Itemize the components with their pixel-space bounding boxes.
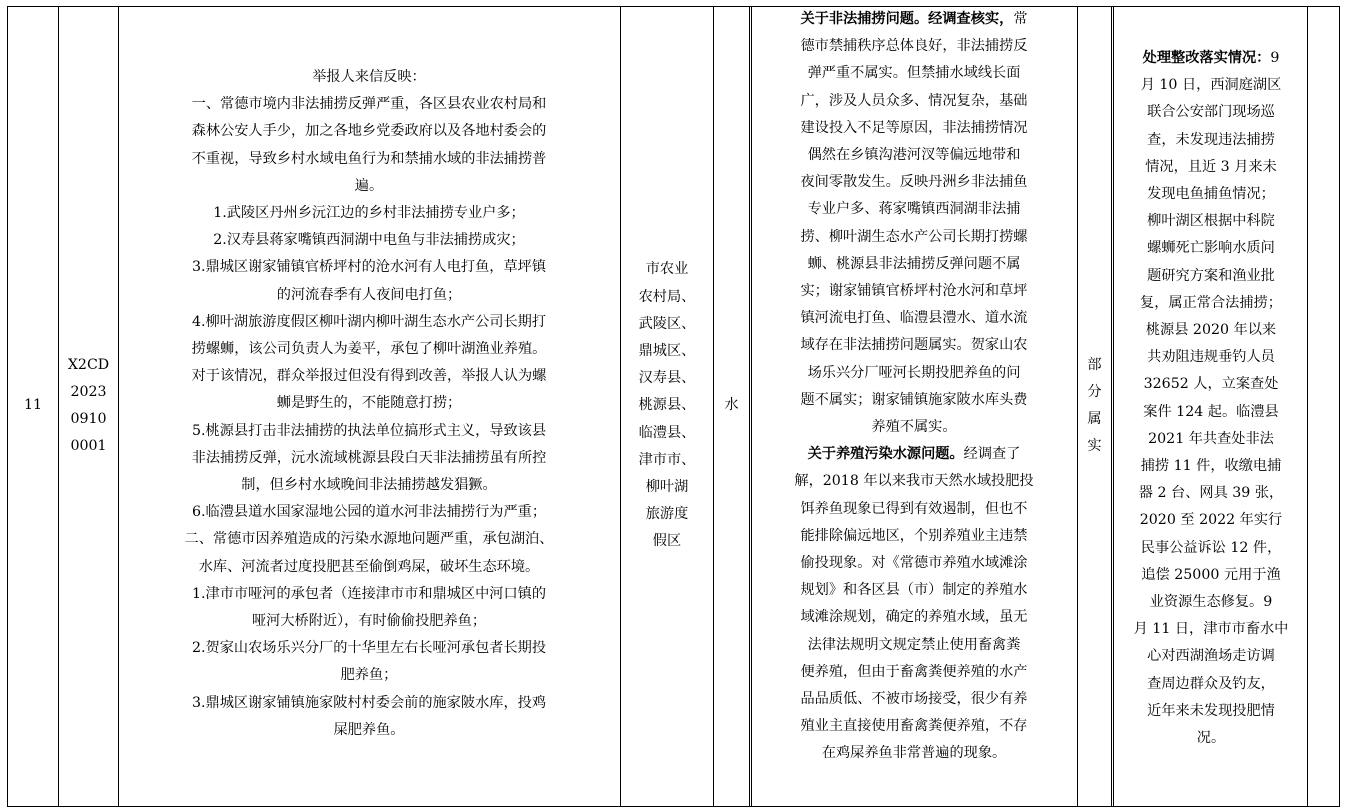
complaint-line: 不重视，导致乡村水域电鱼行为和禁捕水域的非法捕捞普 bbox=[191, 150, 547, 167]
complaint-line: 1.武陵区丹州乡沅江边的乡村非法捕捞专业户多； bbox=[213, 205, 525, 222]
rectification-line: 近年来未发现投肥情 bbox=[1147, 702, 1275, 719]
responsible-unit-line: 假区 bbox=[652, 533, 682, 550]
rectification-line: 民事公益诉讼 12 件， bbox=[1140, 539, 1282, 556]
rectification-line: 追偿 25000 元用于渔 bbox=[1141, 566, 1281, 583]
complaint-line: 举报人来信反映： bbox=[312, 69, 426, 85]
verdict-char: 部 bbox=[1087, 356, 1102, 373]
investigation-line: 广，涉及人员众多、情况复杂，基础 bbox=[800, 92, 1028, 109]
complaint-line: 3.鼎城区谢家铺镇施家陂村村委会前的施家陂水库，投鸡 bbox=[191, 694, 547, 711]
rectification-line: 联合公安部门现场巡 bbox=[1147, 104, 1275, 121]
rectification-line: 2020 至 2022 年实行 bbox=[1139, 512, 1283, 529]
responsible-unit-line: 桃源县、 bbox=[638, 397, 696, 414]
case-id-line: 0001 bbox=[70, 438, 107, 455]
investigation-line: 夜间零散发生。反映丹洲乡非法捕鱼 bbox=[800, 174, 1028, 191]
complaint-line: 5.桃源县打击非法捕捞的执法单位搞形式主义，导致该县 bbox=[191, 422, 547, 439]
case-id-cell bbox=[59, 6, 118, 806]
rectification-line: 器 2 台、网具 39 张， bbox=[1138, 485, 1284, 502]
complaint-line: 哑河大桥附近），有时偷偷投肥养鱼； bbox=[251, 613, 487, 630]
category: 水 bbox=[724, 397, 739, 414]
responsible-unit-line: 津市市、 bbox=[638, 451, 696, 468]
complaint-line: 非法捕捞反弹，沅水流域桃源县段白天非法捕捞虽有所控 bbox=[191, 449, 547, 466]
investigation-line: 域存在非法捕捞问题属实。贺家山农 bbox=[800, 337, 1028, 354]
investigation-line: 德市禁捕秩序总体良好，非法捕捞反 bbox=[800, 38, 1028, 55]
rectification-line: 题研究方案和渔业批 bbox=[1147, 267, 1275, 284]
verdict-char: 分 bbox=[1087, 383, 1102, 400]
complaint-line: 蛳是野生的，不能随意打捞； bbox=[276, 395, 462, 412]
responsible-unit-line: 汉寿县、 bbox=[638, 370, 696, 387]
investigation-content bbox=[756, 6, 1072, 768]
complaint-line: 制，但乡村水域晚间非法捕捞越发猖獗。 bbox=[241, 477, 497, 494]
rectification-content bbox=[1119, 45, 1303, 752]
investigation-line: 能排除偏远地区，个别养殖业主违禁 bbox=[800, 527, 1028, 544]
investigation-line: 解，2018 年以来我市天然水域投肥投 bbox=[794, 473, 1034, 490]
col-border-9 bbox=[1339, 6, 1340, 807]
remarks-cell bbox=[1308, 6, 1339, 806]
table-bottom-border bbox=[7, 806, 1340, 807]
rectification-line: 月 11 日，津市市畜水中 bbox=[1133, 621, 1289, 638]
investigation-line: 品品质低、不被市场接受，很少有养 bbox=[800, 691, 1028, 708]
rectification-line: 情况，且近 3 月来未 bbox=[1145, 158, 1277, 175]
responsible-unit-line: 市农业 bbox=[645, 261, 689, 278]
complaint-line: 3.鼎城区谢家铺镇官桥坪村的沧水河有人电打鱼，草坪镇 bbox=[191, 259, 547, 276]
investigation-line: 偷投现象。对《常德市养殖水域滩涂 bbox=[800, 555, 1028, 572]
col-border-2 bbox=[118, 6, 119, 807]
investigation-line: 域滩涂规划，确定的养殖水域，虽无 bbox=[800, 609, 1028, 626]
verdict-cell bbox=[1078, 6, 1111, 806]
rectification-line: 桃源县 2020 年以来 bbox=[1145, 322, 1277, 339]
rectification-line: 心对西湖渔场走访调 bbox=[1147, 648, 1275, 665]
verdict-char: 属 bbox=[1087, 411, 1102, 427]
rectification-line: 查周边群众及钓友， bbox=[1147, 675, 1275, 692]
rectification-line: 螺蛳死亡影响水质问 bbox=[1147, 240, 1275, 257]
investigation-line: 常 bbox=[1013, 11, 1028, 27]
complaint-line: 1.津市市哑河的承包者（连接津市市和鼎城区中河口镇的 bbox=[191, 585, 547, 602]
investigation-line: 殖业主直接使用畜禽粪便养殖，不存 bbox=[800, 718, 1028, 735]
investigation-p2-title: 关于养殖污染水源问题。 bbox=[807, 446, 964, 463]
investigation-line: 题不属实；谢家铺镇施家陂水库头费 bbox=[800, 391, 1028, 408]
investigation-p1-title: 关于非法捕捞问题。经调查核实， bbox=[800, 11, 1014, 27]
case-id-line: 2023 bbox=[70, 383, 107, 400]
investigation-line: 偶然在乡镇沟港河汊等偏远地带和 bbox=[807, 147, 1021, 164]
rectification-line: 查，未发现违法捕捞 bbox=[1147, 131, 1275, 148]
investigation-line: 法律法规明文规定禁止使用畜禽粪 bbox=[807, 636, 1021, 653]
responsible-unit-line: 旅游度 bbox=[645, 506, 689, 523]
investigation-line: 弹严重不属实。但禁捕水域线长面 bbox=[807, 65, 1021, 82]
investigation-line: 便养殖，但由于畜禽粪便养殖的水产 bbox=[800, 663, 1028, 680]
row-index: 11 bbox=[23, 397, 43, 414]
category-cell bbox=[714, 6, 749, 806]
case-id-line: X2CD bbox=[67, 356, 110, 373]
complaint-line: 对于该情况，群众举报过但没有得到改善，举报人认为螺 bbox=[191, 368, 547, 385]
col-border-7 bbox=[1111, 6, 1114, 807]
rectification-line: 柳叶湖区根据中科院 bbox=[1147, 213, 1275, 230]
complaint-line: 4.柳叶湖旅游度假区柳叶湖内柳叶湖生态水产公司长期打 bbox=[191, 313, 547, 330]
rectification-line: 况。 bbox=[1196, 730, 1226, 747]
responsible-unit-line: 农村局、 bbox=[638, 288, 696, 305]
investigation-line: 捞、柳叶湖生态水产公司长期打捞螺 bbox=[800, 228, 1028, 245]
row-index-cell bbox=[8, 6, 58, 806]
investigation-line: 蛳、桃源县非法捕捞反弹问题不属 bbox=[807, 255, 1021, 272]
rectification-title: 处理整改落实情况： bbox=[1142, 50, 1271, 66]
investigation-line: 建设投入不足等原因，非法捕捞情况 bbox=[800, 119, 1028, 136]
rectification-line: 发现电鱼捕鱼情况； bbox=[1147, 186, 1275, 203]
investigation-line: 场乐兴分厂哑河长期投肥养鱼的问 bbox=[807, 364, 1021, 381]
rectification-line: 案件 124 起。临澧县 bbox=[1143, 403, 1279, 420]
rectification-line: 业资源生态修复。9 bbox=[1149, 594, 1273, 611]
rectification-line: 捕捞 11 件，收缴电捕 bbox=[1140, 458, 1282, 475]
complaint-line: 二、常德市因养殖造成的污染水源地问题严重，承包湖泊、 bbox=[184, 531, 554, 548]
investigation-line: 规划》和各区县（市）制定的养殖水 bbox=[800, 582, 1028, 599]
complaint-line: 遍。 bbox=[354, 177, 384, 194]
rectification-line: 复，属正常合法捕捞； bbox=[1140, 294, 1282, 311]
responsible-unit-line: 鼎城区、 bbox=[638, 342, 696, 359]
rectification-line: 9 bbox=[1270, 50, 1280, 66]
investigation-line: 在鸡屎养鱼非常普遍的现象。 bbox=[821, 745, 1007, 762]
complaint-line: 肥养鱼； bbox=[340, 667, 398, 684]
complaint-line: 2.贺家山农场乐兴分厂的十华里左右长哑河承包者长期投 bbox=[191, 640, 547, 657]
responsible-unit-line: 武陵区、 bbox=[638, 315, 696, 332]
complaint-line: 一、常德市境内非法捕捞反弹严重，各区县农业农村局和 bbox=[191, 96, 547, 113]
case-id-line: 0910 bbox=[70, 411, 107, 427]
investigation-line: 镇河流电打鱼、临澧县澧水、道水流 bbox=[800, 310, 1028, 327]
col-border-5 bbox=[749, 6, 752, 807]
complaint-line: 的河流春季有人夜间电打鱼； bbox=[276, 286, 462, 303]
responsible-units-cell bbox=[621, 6, 713, 806]
verdict-char: 实 bbox=[1087, 438, 1102, 455]
investigation-line: 实；谢家铺镇官桥坪村沧水河和草坪 bbox=[800, 283, 1028, 300]
complaint-line: 屎肥养鱼。 bbox=[333, 721, 405, 738]
investigation-line: 经调查了 bbox=[963, 446, 1021, 463]
responsible-unit-line: 柳叶湖 bbox=[645, 479, 689, 495]
rectification-line: 共劝阻违规垂钓人员 bbox=[1147, 349, 1275, 366]
complaint-line: 捞螺蛳，该公司负责人为姜平，承包了柳叶湖渔业养殖。 bbox=[191, 341, 547, 358]
rectification-line: 2021 年共查处非法 bbox=[1148, 430, 1274, 447]
investigation-line: 养殖不属实。 bbox=[871, 419, 957, 436]
complaint-line: 森林公安人手少，加之各地乡党委政府以及各地村委会的 bbox=[191, 123, 547, 140]
complaint-line: 6.临澧县道水国家湿地公园的道水河非法捕捞行为严重； bbox=[191, 504, 547, 521]
complaint-line: 2.汉寿县蒋家嘴镇西洞湖中电鱼与非法捕捞成灾； bbox=[213, 232, 525, 249]
complaint-line: 水库、河流者过度投肥甚至偷倒鸡屎，破坏生态环境。 bbox=[198, 558, 540, 575]
investigation-line: 饵养鱼现象已得到有效遏制，但也不 bbox=[800, 500, 1028, 517]
responsible-unit-line: 临澧县、 bbox=[638, 424, 696, 441]
rectification-line: 月 10 日，西洞庭湖区 bbox=[1140, 77, 1282, 94]
investigation-line: 专业户多、蒋家嘴镇西洞湖非法捕 bbox=[807, 201, 1021, 218]
complaint-content bbox=[124, 64, 614, 744]
rectification-line: 32652 人，立案查处 bbox=[1143, 376, 1279, 393]
